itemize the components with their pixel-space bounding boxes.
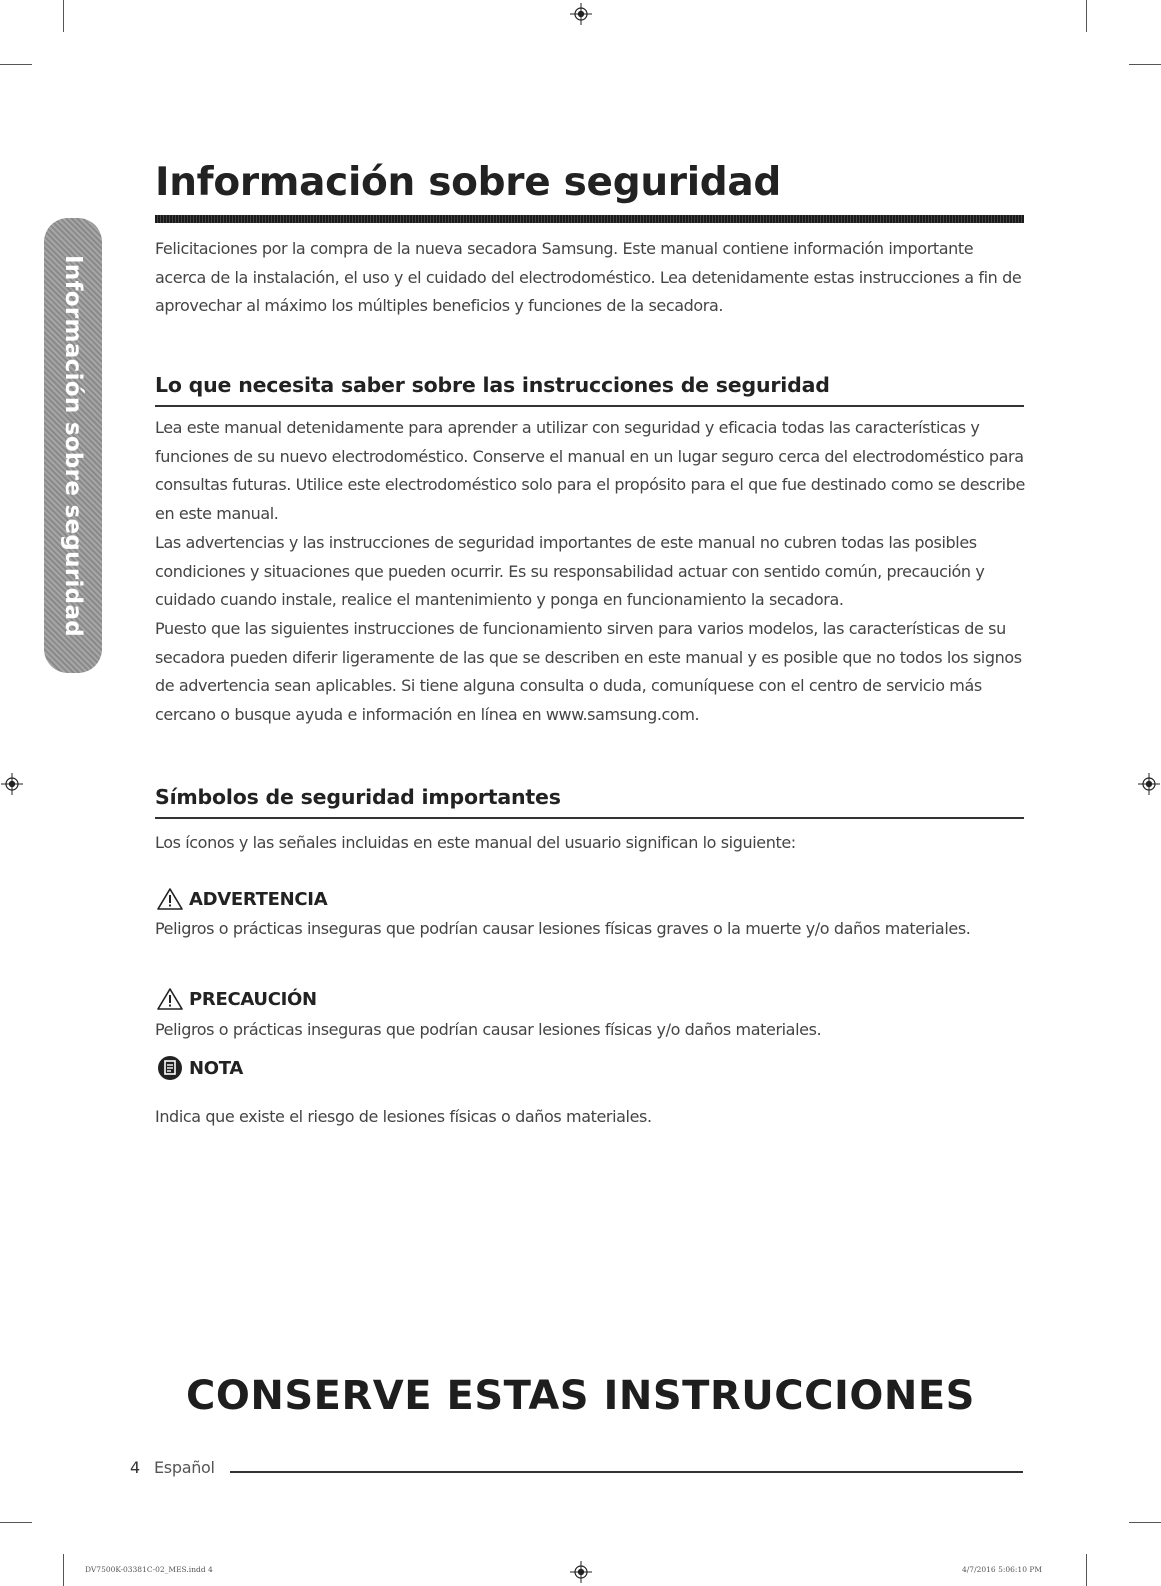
section-heading-safety-symbols: Símbolos de seguridad importantes — [155, 785, 561, 809]
print-slug-date: 4/7/2016 5:06:10 PM — [962, 1565, 1043, 1574]
section1-paragraph: Las advertencias y las instrucciones de seguridad importantes de este manual no cubren todas las posibles condiciones y situaciones que pueden ocurrir. Es su responsabilidad actuar con sentido común, precaución y cuidado cuando instale, realice el mantenimiento y ponga en funcionamiento la secadora. — [155, 533, 985, 609]
keep-instructions-banner: CONSERVE ESTAS INSTRUCCIONES — [186, 1373, 975, 1419]
symbol-label: NOTA — [189, 1057, 243, 1079]
crop-mark — [0, 64, 32, 65]
symbol-description: Indica que existe el riesgo de lesiones físicas o daños materiales. — [155, 1107, 652, 1126]
footer-divider — [230, 1471, 1023, 1473]
registration-mark-icon — [570, 3, 592, 25]
section2-intro: Los íconos y las señales incluidas en este manual del usuario significan lo siguiente: — [155, 833, 796, 852]
intro-paragraph: Felicitaciones por la compra de la nueva secadora Samsung. Este manual contiene información importante acerca de la instalación, el uso y el cuidado del electrodoméstico. Lea detenidamente estas instrucciones a fin de aprovechar al máximo los múltiples beneficios y funciones de la secadora. — [155, 239, 1022, 315]
symbol-label: ADVERTENCIA — [189, 888, 328, 910]
symbol-note-row — [157, 1055, 243, 1081]
symbol-caution-row — [157, 988, 317, 1010]
warning-triangle-icon — [157, 888, 183, 910]
symbol-description: Peligros o prácticas inseguras que podrían causar lesiones físicas y/o daños materiales. — [155, 1020, 822, 1039]
print-slug-file: DV7500K-03381C-02_MES.indd 4 — [85, 1565, 213, 1574]
title-divider — [155, 215, 1024, 223]
crop-mark — [1129, 64, 1161, 65]
side-section-tab — [44, 218, 102, 673]
symbol-label: PRECAUCIÓN — [189, 988, 317, 1010]
section-divider — [155, 405, 1024, 407]
page-language: Español — [154, 1458, 215, 1477]
side-tab-label: Información sobre seguridad — [60, 254, 86, 637]
registration-mark-icon — [570, 1561, 592, 1583]
note-icon — [157, 1055, 183, 1081]
registration-mark-icon — [1138, 773, 1160, 795]
registration-mark-icon — [1, 773, 23, 795]
crop-mark — [1086, 1554, 1087, 1586]
symbol-description: Peligros o prácticas inseguras que podrían causar lesiones físicas graves o la muerte y/o daños materiales. — [155, 919, 971, 938]
crop-mark — [63, 0, 64, 32]
crop-mark — [0, 1522, 32, 1523]
section-heading-safety-instructions: Lo que necesita saber sobre las instrucciones de seguridad — [155, 373, 830, 397]
section1-paragraph: Puesto que las siguientes instrucciones de funcionamiento sirven para varios modelos, las características de su secadora pueden diferir ligeramente de las que se describen en este manual y es posible que no todos los signos de advertencia sean aplicables. Si tiene alguna consulta o duda, comuníquese con el centro de servicio más cercano o busque ayuda e información en línea en www.samsung.com. — [155, 619, 1022, 724]
page-number: 4 — [130, 1458, 141, 1477]
crop-mark — [1129, 1522, 1161, 1523]
page-title: Información sobre seguridad — [155, 160, 782, 205]
section-divider — [155, 817, 1024, 819]
section1-paragraph: Lea este manual detenidamente para aprender a utilizar con seguridad y eficacia todas las características y funciones de su nuevo electrodoméstico. Conserve el manual en un lugar seguro cerca del electrodoméstico para consultas futuras. Utilice este electrodoméstico solo para el propósito para el que fue destinado como se describe en este manual. — [155, 418, 1025, 523]
crop-mark — [1086, 0, 1087, 32]
symbol-warning-row — [157, 888, 327, 910]
crop-mark — [63, 1554, 64, 1586]
warning-triangle-icon — [157, 988, 183, 1010]
